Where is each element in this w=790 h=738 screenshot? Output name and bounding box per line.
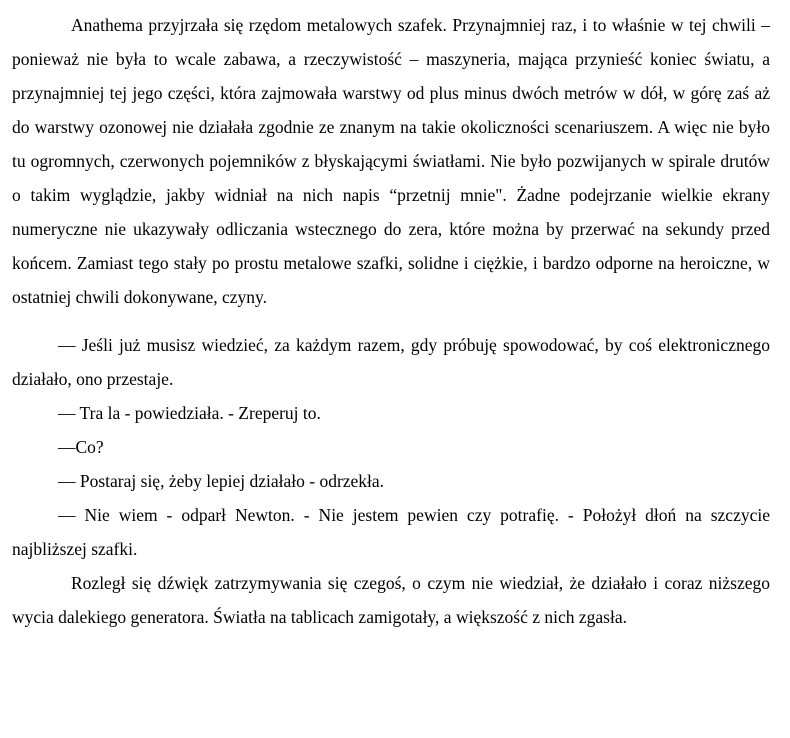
dialogue-line-co: —Co? (58, 437, 104, 457)
dialogue-line-nie-wiem: — Nie wiem - odparł Newton. - Nie jestem pewien czy potrafię. - Położył dłoń na szczycie najbliższej szafki. (12, 505, 770, 559)
document-page (12, 8, 770, 634)
dialogue-line-tra-la: — Tra la - powiedziała. - Zreperuj to. (58, 403, 321, 423)
dialogue-line-postaraj: — Postaraj się, żeby lepiej działało - odrzekła. (58, 471, 385, 491)
paragraph-generator: Rozległ się dźwięk zatrzymywania się czegoś, o czym nie wiedział, że działało i coraz niższego wycia dalekiego generatora. Światła na tablicach zamigotały, a większość z nich zgasła. (12, 573, 770, 627)
dialogue-line-electronics: — Jeśli już musisz wiedzieć, za każdym razem, gdy próbuję spowodować, by coś elektronicznego działało, ono przestaje. (12, 335, 770, 389)
paragraph-anathema: Anathema przyjrzała się rzędom metalowych szafek. Przynajmniej raz, i to właśnie w tej chwili – ponieważ nie była to wcale zabawa, a rzeczywistość – maszyneria, mająca przynieść koniec światu, a przynajmniej tej jego części, która zajmowała warstwy od plus minus dwóch metrów w dół, w górę zaś aż do warstwy ozonowej nie działała zgodnie ze znanym na takie okoliczności scenariuszem. A więc nie było tu ogromnych, czerwonych pojemników z błyskającymi światłami. Nie było pozwijanych w spirale drutów o takim wyglądzie, jakby widniał na nich napis “przetnij mnie". Żadne podejrzanie wielkie ekrany numeryczne nie ukazywały odliczania wstecznego do zera, które można by przerwać na sekundy przed końcem. Zamiast tego stały po prostu metalowe szafki, solidne i ciężkie, i bardzo odporne na heroiczne, w ostatniej chwili dokonywane, czyny. (12, 15, 770, 307)
